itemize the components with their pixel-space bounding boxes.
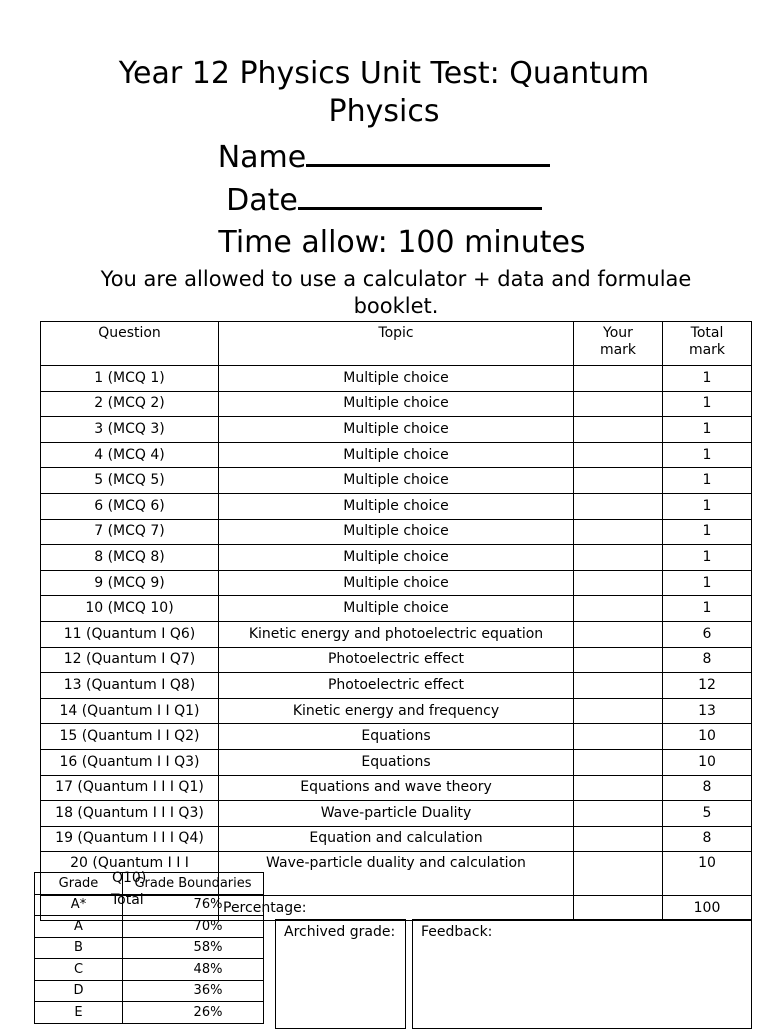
total-mark-cell: 10 xyxy=(663,852,752,896)
your-mark-cell[interactable] xyxy=(574,749,663,775)
boundary-cell: 48% xyxy=(123,959,264,981)
your-total-cell[interactable] xyxy=(574,896,663,921)
your-mark-cell[interactable] xyxy=(574,673,663,699)
question-cell: 8 (MCQ 8) xyxy=(41,545,219,571)
your-mark-cell[interactable] xyxy=(574,519,663,545)
grade-cell: B xyxy=(35,937,123,959)
your-mark-cell[interactable] xyxy=(574,442,663,468)
table-row xyxy=(41,673,752,699)
header-total-mark xyxy=(663,322,752,366)
name-label: Name xyxy=(217,140,307,175)
question-cell: 1 (MCQ 1) xyxy=(41,366,219,392)
total-mark-cell: 10 xyxy=(663,724,752,750)
grade-row xyxy=(35,916,264,938)
question-cell: 17 (Quantum I I I Q1) xyxy=(41,775,219,801)
table-row xyxy=(41,570,752,596)
name-field[interactable] xyxy=(306,138,550,167)
your-mark-cell[interactable] xyxy=(574,724,663,750)
topic-cell: Equations xyxy=(219,724,574,750)
question-cell: 5 (MCQ 5) xyxy=(41,468,219,494)
boundaries-header: Grade Boundaries xyxy=(123,873,264,895)
grade-cell: D xyxy=(35,980,123,1002)
grade-boundaries-table xyxy=(34,872,264,1024)
grade-row xyxy=(35,980,264,1002)
table-row xyxy=(41,545,752,571)
total-mark-cell: 1 xyxy=(663,545,752,571)
grade-cell: A xyxy=(35,916,123,938)
header-topic: Topic xyxy=(219,322,574,366)
table-row xyxy=(41,698,752,724)
topic-cell: Kinetic energy and photoelectric equation xyxy=(219,621,574,647)
table-row xyxy=(41,417,752,443)
table-row xyxy=(41,366,752,392)
table-row xyxy=(41,749,752,775)
boundary-cell: 36% xyxy=(123,980,264,1002)
question-cell: 12 (Quantum I Q7) xyxy=(41,647,219,673)
question-line2: Q10) xyxy=(112,870,147,886)
question-cell: 15 (Quantum I I Q2) xyxy=(41,724,219,750)
date-field[interactable] xyxy=(298,181,542,210)
total-mark-cell: 13 xyxy=(663,698,752,724)
your-mark-cell[interactable] xyxy=(574,852,663,896)
topic-cell: Equations and wave theory xyxy=(219,775,574,801)
your-mark-cell[interactable] xyxy=(574,647,663,673)
total-mark-cell: 8 xyxy=(663,826,752,852)
total-mark-cell: 5 xyxy=(663,801,752,827)
total-mark-cell: 1 xyxy=(663,570,752,596)
topic-cell: Photoelectric effect xyxy=(219,647,574,673)
topic-cell: Wave-particle duality and calculation xyxy=(219,852,574,896)
topic-cell: Equation and calculation xyxy=(219,826,574,852)
your-mark-cell[interactable] xyxy=(574,775,663,801)
table-header-row xyxy=(41,322,752,366)
boundary-cell: 76% xyxy=(123,894,264,916)
topic-cell: Multiple choice xyxy=(219,442,574,468)
question-cell: 6 (MCQ 6) xyxy=(41,493,219,519)
total-mark-cell: 10 xyxy=(663,749,752,775)
your-mark-cell[interactable] xyxy=(574,826,663,852)
question-cell: 4 (MCQ 4) xyxy=(41,442,219,468)
time-allow: Time allow: 100 minutes xyxy=(218,225,586,260)
question-cell: 16 (Quantum I I Q3) xyxy=(41,749,219,775)
total-mark-cell: 1 xyxy=(663,417,752,443)
marks-table xyxy=(40,321,752,921)
feedback-box[interactable] xyxy=(412,919,752,1029)
topic-cell: Multiple choice xyxy=(219,493,574,519)
grade-header: Grade xyxy=(35,873,123,895)
your-mark-cell[interactable] xyxy=(574,493,663,519)
boundary-cell: 58% xyxy=(123,937,264,959)
question-line1: 20 (Quantum I I I xyxy=(70,855,189,872)
topic-cell: Multiple choice xyxy=(219,468,574,494)
topic-cell: Equations xyxy=(219,749,574,775)
your-mark-cell[interactable] xyxy=(574,570,663,596)
total-mark-cell: 1 xyxy=(663,519,752,545)
your-mark-cell[interactable] xyxy=(574,366,663,392)
header-total-mark-line2: mark xyxy=(688,342,726,358)
question-cell: 2 (MCQ 2) xyxy=(41,391,219,417)
note-line2: booklet. xyxy=(353,294,439,318)
header-total-mark-line1: Total xyxy=(690,325,724,341)
total-mark-cell: 8 xyxy=(663,647,752,673)
name-line xyxy=(0,138,768,177)
total-mark-cell: 1 xyxy=(663,468,752,494)
your-mark-cell[interactable] xyxy=(574,621,663,647)
date-line xyxy=(0,181,768,220)
total-mark-cell: 1 xyxy=(663,493,752,519)
date-label: Date xyxy=(226,183,298,218)
table-row xyxy=(41,468,752,494)
total-mark-cell: 1 xyxy=(663,391,752,417)
your-mark-cell[interactable] xyxy=(574,417,663,443)
question-cell: 19 (Quantum I I I Q4) xyxy=(41,826,219,852)
header-your-mark-line1: Your xyxy=(603,325,633,341)
archived-grade-box[interactable] xyxy=(275,919,406,1029)
percentage-label: Percentage: xyxy=(223,899,307,916)
grade-cell: E xyxy=(35,1002,123,1024)
table-row xyxy=(41,621,752,647)
table-row xyxy=(41,519,752,545)
your-mark-cell[interactable] xyxy=(574,596,663,622)
total-mark-cell: 12 xyxy=(663,673,752,699)
your-mark-cell[interactable] xyxy=(574,698,663,724)
grade-row xyxy=(35,937,264,959)
topic-cell: Multiple choice xyxy=(219,519,574,545)
note-line1: You are allowed to use a calculator + data and formulae xyxy=(100,267,692,291)
your-mark-cell[interactable] xyxy=(574,545,663,571)
topic-cell: Multiple choice xyxy=(219,417,574,443)
topic-cell: Multiple choice xyxy=(219,596,574,622)
total-label: Total xyxy=(111,892,144,908)
boundary-cell: 26% xyxy=(123,1002,264,1024)
topic-cell: Wave-particle Duality xyxy=(219,801,574,827)
feedback-label: Feedback: xyxy=(421,924,493,940)
total-mark-cell: 1 xyxy=(663,596,752,622)
total-mark-cell: 6 xyxy=(663,621,752,647)
question-cell: 11 (Quantum I Q6) xyxy=(41,621,219,647)
table-row xyxy=(41,826,752,852)
topic-cell: Multiple choice xyxy=(219,366,574,392)
total-mark-cell: 1 xyxy=(663,366,752,392)
question-cell: 3 (MCQ 3) xyxy=(41,417,219,443)
question-cell: 18 (Quantum I I I Q3) xyxy=(41,801,219,827)
topic-cell: Photoelectric effect xyxy=(219,673,574,699)
total-mark-cell: 8 xyxy=(663,775,752,801)
grade-cell: C xyxy=(35,959,123,981)
table-row xyxy=(41,596,752,622)
table-row xyxy=(41,775,752,801)
question-cell: 13 (Quantum I Q8) xyxy=(41,673,219,699)
topic-cell: Multiple choice xyxy=(219,391,574,417)
total-mark-cell: 1 xyxy=(663,442,752,468)
topic-cell: Multiple choice xyxy=(219,545,574,571)
topic-cell: Multiple choice xyxy=(219,570,574,596)
test-title-line1: Year 12 Physics Unit Test: Quantum xyxy=(118,56,650,91)
grand-total-cell: 100 xyxy=(663,896,752,921)
header-question: Question xyxy=(41,322,219,366)
header-your-mark xyxy=(574,322,663,366)
table-row xyxy=(41,801,752,827)
grade-row xyxy=(35,959,264,981)
your-mark-cell[interactable] xyxy=(574,801,663,827)
instructions-note xyxy=(40,266,752,320)
header-your-mark-line2: mark xyxy=(599,342,637,358)
table-row xyxy=(41,442,752,468)
question-cell: 14 (Quantum I I Q1) xyxy=(41,698,219,724)
table-row xyxy=(41,647,752,673)
question-cell: 10 (MCQ 10) xyxy=(41,596,219,622)
test-title-line2: Physics xyxy=(328,94,440,129)
grade-header-row xyxy=(35,873,264,895)
grade-row xyxy=(35,1002,264,1024)
table-row xyxy=(41,391,752,417)
table-row xyxy=(41,493,752,519)
grade-row xyxy=(35,894,264,916)
archived-grade-label: Archived grade: xyxy=(284,924,396,940)
your-mark-cell[interactable] xyxy=(574,468,663,494)
grade-cell: A* xyxy=(35,894,123,916)
boundary-cell: 70% xyxy=(123,916,264,938)
question-cell: 7 (MCQ 7) xyxy=(41,519,219,545)
topic-cell: Kinetic energy and frequency xyxy=(219,698,574,724)
question-cell: 9 (MCQ 9) xyxy=(41,570,219,596)
percentage-cell xyxy=(219,896,574,921)
table-row xyxy=(41,724,752,750)
your-mark-cell[interactable] xyxy=(574,391,663,417)
